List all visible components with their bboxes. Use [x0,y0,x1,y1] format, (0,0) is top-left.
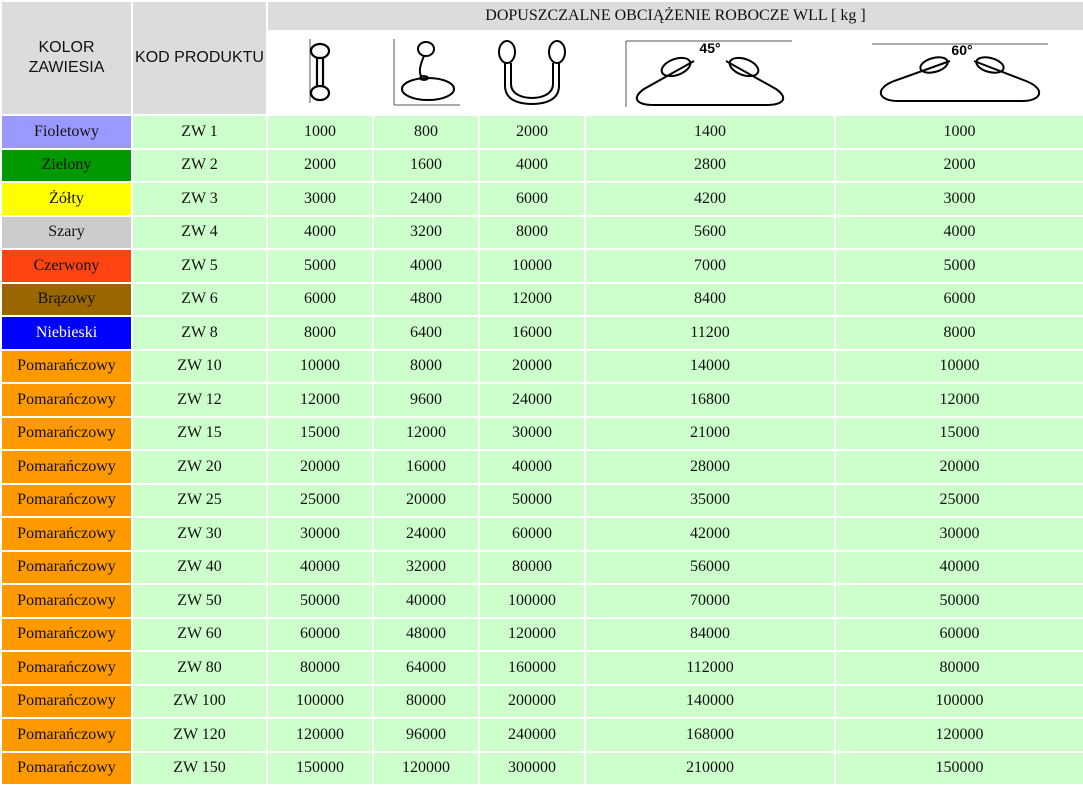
table-row [2,585,1083,617]
wll-value-cell: 12000 [374,418,478,450]
wll-value-cell: 16800 [586,384,834,416]
table-row [2,518,1083,550]
wll-value-cell: 168000 [586,719,834,751]
wll-value-cell: 2000 [480,116,584,148]
wll-value-cell: 21000 [586,418,834,450]
wll-value-cell: 30000 [480,418,584,450]
wll-value-cell: 1400 [586,116,834,148]
color-column-header: KOLOR ZAWIESIA [2,2,131,114]
wll-value-cell: 150000 [836,753,1083,785]
product-code-cell: ZW 3 [133,183,266,215]
wll-value-cell: 96000 [374,719,478,751]
product-code-cell: ZW 20 [133,451,266,483]
product-code-cell: ZW 1 [133,116,266,148]
product-code-cell: ZW 120 [133,719,266,751]
wll-value-cell: 112000 [586,652,834,684]
wll-value-cell: 10000 [268,351,372,383]
wll-value-cell: 50000 [268,585,372,617]
wll-value-cell: 40000 [374,585,478,617]
wll-value-cell: 120000 [268,719,372,751]
basket-45-header [586,32,834,114]
product-code-cell: ZW 40 [133,552,266,584]
color-cell: Pomarańczowy [2,384,131,416]
wll-value-cell: 240000 [480,719,584,751]
wll-value-cell: 2400 [374,183,478,215]
color-cell: Zielony [2,150,131,182]
choke-lift-icon [390,39,462,107]
product-code-cell: ZW 80 [133,652,266,684]
wll-value-cell: 60000 [480,518,584,550]
wll-value-cell: 16000 [480,317,584,349]
wll-header: DOPUSZCZALNE OBCIĄŻENIE ROBOCZE WLL [ kg ] [268,2,1083,30]
wll-value-cell: 4000 [268,217,372,249]
wll-value-cell: 7000 [586,250,834,282]
color-cell: Żółty [2,183,131,215]
table-row [2,384,1083,416]
color-cell: Brązowy [2,284,131,316]
wll-value-cell: 120000 [480,619,584,651]
wll-value-cell: 5000 [268,250,372,282]
wll-value-cell: 1000 [268,116,372,148]
wll-value-cell: 64000 [374,652,478,684]
color-cell: Czerwony [2,250,131,282]
wll-value-cell: 100000 [480,585,584,617]
wll-value-cell: 24000 [374,518,478,550]
wll-value-cell: 20000 [268,451,372,483]
wll-value-cell: 50000 [480,485,584,517]
product-code-cell: ZW 30 [133,518,266,550]
wll-value-cell: 60000 [836,619,1083,651]
wll-value-cell: 12000 [836,384,1083,416]
table-row [2,351,1083,383]
wll-value-cell: 80000 [836,652,1083,684]
wll-value-cell: 100000 [268,686,372,718]
wll-value-cell: 3000 [268,183,372,215]
wll-value-cell: 5600 [586,217,834,249]
product-code-cell: ZW 60 [133,619,266,651]
wll-value-cell: 11200 [586,317,834,349]
wll-value-cell: 42000 [586,518,834,550]
wll-value-cell: 200000 [480,686,584,718]
wll-value-cell: 80000 [268,652,372,684]
color-cell: Pomarańczowy [2,719,131,751]
wll-value-cell: 300000 [480,753,584,785]
wll-value-cell: 15000 [836,418,1083,450]
straight-lift-header [268,32,372,114]
wll-value-cell: 3000 [836,183,1083,215]
wll-value-cell: 35000 [586,485,834,517]
wll-value-cell: 8000 [480,217,584,249]
table-row [2,183,1083,215]
wll-value-cell: 8000 [836,317,1083,349]
table-row [2,686,1083,718]
product-code-cell: ZW 5 [133,250,266,282]
angle-60-label: 60° [950,42,973,58]
table-row [2,753,1083,785]
color-cell: Pomarańczowy [2,351,131,383]
color-cell: Szary [2,217,131,249]
table-header [2,2,1083,114]
table-row [2,284,1083,316]
wll-value-cell: 800 [374,116,478,148]
wll-value-cell: 8400 [586,284,834,316]
wll-value-cell: 40000 [268,552,372,584]
wll-value-cell: 30000 [836,518,1083,550]
wll-value-cell: 12000 [480,284,584,316]
wll-value-cell: 150000 [268,753,372,785]
wll-value-cell: 60000 [268,619,372,651]
wll-value-cell: 70000 [586,585,834,617]
wll-value-cell: 25000 [268,485,372,517]
wll-value-cell: 24000 [480,384,584,416]
wll-value-cell: 20000 [836,451,1083,483]
table-row [2,418,1083,450]
wll-value-cell: 8000 [268,317,372,349]
wll-value-cell: 2000 [268,150,372,182]
wll-value-cell: 48000 [374,619,478,651]
wll-value-cell: 120000 [374,753,478,785]
table-row [2,451,1083,483]
color-cell: Pomarańczowy [2,753,131,785]
product-code-cell: ZW 10 [133,351,266,383]
wll-value-cell: 20000 [480,351,584,383]
basket-lift-header [480,32,584,114]
wll-value-cell: 8000 [374,351,478,383]
table-row [2,619,1083,651]
wll-value-cell: 40000 [836,552,1083,584]
angle-45-label: 45° [699,40,721,56]
wll-value-cell: 6400 [374,317,478,349]
wll-value-cell: 2800 [586,150,834,182]
product-code-cell: ZW 100 [133,686,266,718]
product-code-cell: ZW 4 [133,217,266,249]
wll-value-cell: 1000 [836,116,1083,148]
wll-value-cell: 9600 [374,384,478,416]
color-cell: Pomarańczowy [2,585,131,617]
table-row [2,652,1083,684]
table-row [2,485,1083,517]
wll-value-cell: 4800 [374,284,478,316]
table-row [2,250,1083,282]
wll-value-cell: 6000 [480,183,584,215]
wll-value-cell: 120000 [836,719,1083,751]
table-row [2,317,1083,349]
wll-value-cell: 56000 [586,552,834,584]
table-row [2,217,1083,249]
product-code-cell: ZW 25 [133,485,266,517]
wll-value-cell: 50000 [836,585,1083,617]
wll-value-cell: 20000 [374,485,478,517]
straight-lift-icon [290,39,350,107]
wll-value-cell: 40000 [480,451,584,483]
wll-value-cell: 4000 [480,150,584,182]
code-column-header: KOD PRODUKTU [133,2,266,114]
wll-value-cell: 160000 [480,652,584,684]
wll-value-cell: 28000 [586,451,834,483]
wll-value-cell: 14000 [586,351,834,383]
wll-value-cell: 10000 [836,351,1083,383]
wll-value-cell: 25000 [836,485,1083,517]
wll-value-cell: 100000 [836,686,1083,718]
wll-value-cell: 6000 [268,284,372,316]
wll-value-cell: 16000 [374,451,478,483]
wll-value-cell: 80000 [374,686,478,718]
product-code-cell: ZW 150 [133,753,266,785]
product-code-cell: ZW 6 [133,284,266,316]
basket-lift-icon [492,38,572,108]
basket-60-icon [870,41,1050,105]
color-cell: Fioletowy [2,116,131,148]
wll-value-cell: 6000 [836,284,1083,316]
wll-value-cell: 4200 [586,183,834,215]
color-cell: Pomarańczowy [2,552,131,584]
wll-value-cell: 2000 [836,150,1083,182]
color-cell: Pomarańczowy [2,686,131,718]
table-row [2,150,1083,182]
color-cell: Pomarańczowy [2,485,131,517]
wll-value-cell: 5000 [836,250,1083,282]
color-cell: Pomarańczowy [2,451,131,483]
color-cell: Pomarańczowy [2,518,131,550]
wll-value-cell: 32000 [374,552,478,584]
product-code-cell: ZW 50 [133,585,266,617]
wll-value-cell: 10000 [480,250,584,282]
wll-value-cell: 140000 [586,686,834,718]
table-body [2,116,1083,784]
wll-value-cell: 15000 [268,418,372,450]
table-row [2,116,1083,148]
wll-value-cell: 4000 [374,250,478,282]
basket-45-icon [624,37,796,109]
color-cell: Pomarańczowy [2,619,131,651]
wll-value-cell: 210000 [586,753,834,785]
color-cell: Pomarańczowy [2,418,131,450]
product-code-cell: ZW 2 [133,150,266,182]
color-cell: Niebieski [2,317,131,349]
product-code-cell: ZW 8 [133,317,266,349]
product-code-cell: ZW 12 [133,384,266,416]
wll-value-cell: 80000 [480,552,584,584]
wll-value-cell: 3200 [374,217,478,249]
wll-value-cell: 12000 [268,384,372,416]
wll-value-cell: 4000 [836,217,1083,249]
table-row [2,552,1083,584]
basket-60-header [836,32,1083,114]
table-row [2,719,1083,751]
wll-value-cell: 84000 [586,619,834,651]
product-code-cell: ZW 15 [133,418,266,450]
wll-value-cell: 30000 [268,518,372,550]
wll-value-cell: 1600 [374,150,478,182]
color-cell: Pomarańczowy [2,652,131,684]
choke-lift-header [374,32,478,114]
